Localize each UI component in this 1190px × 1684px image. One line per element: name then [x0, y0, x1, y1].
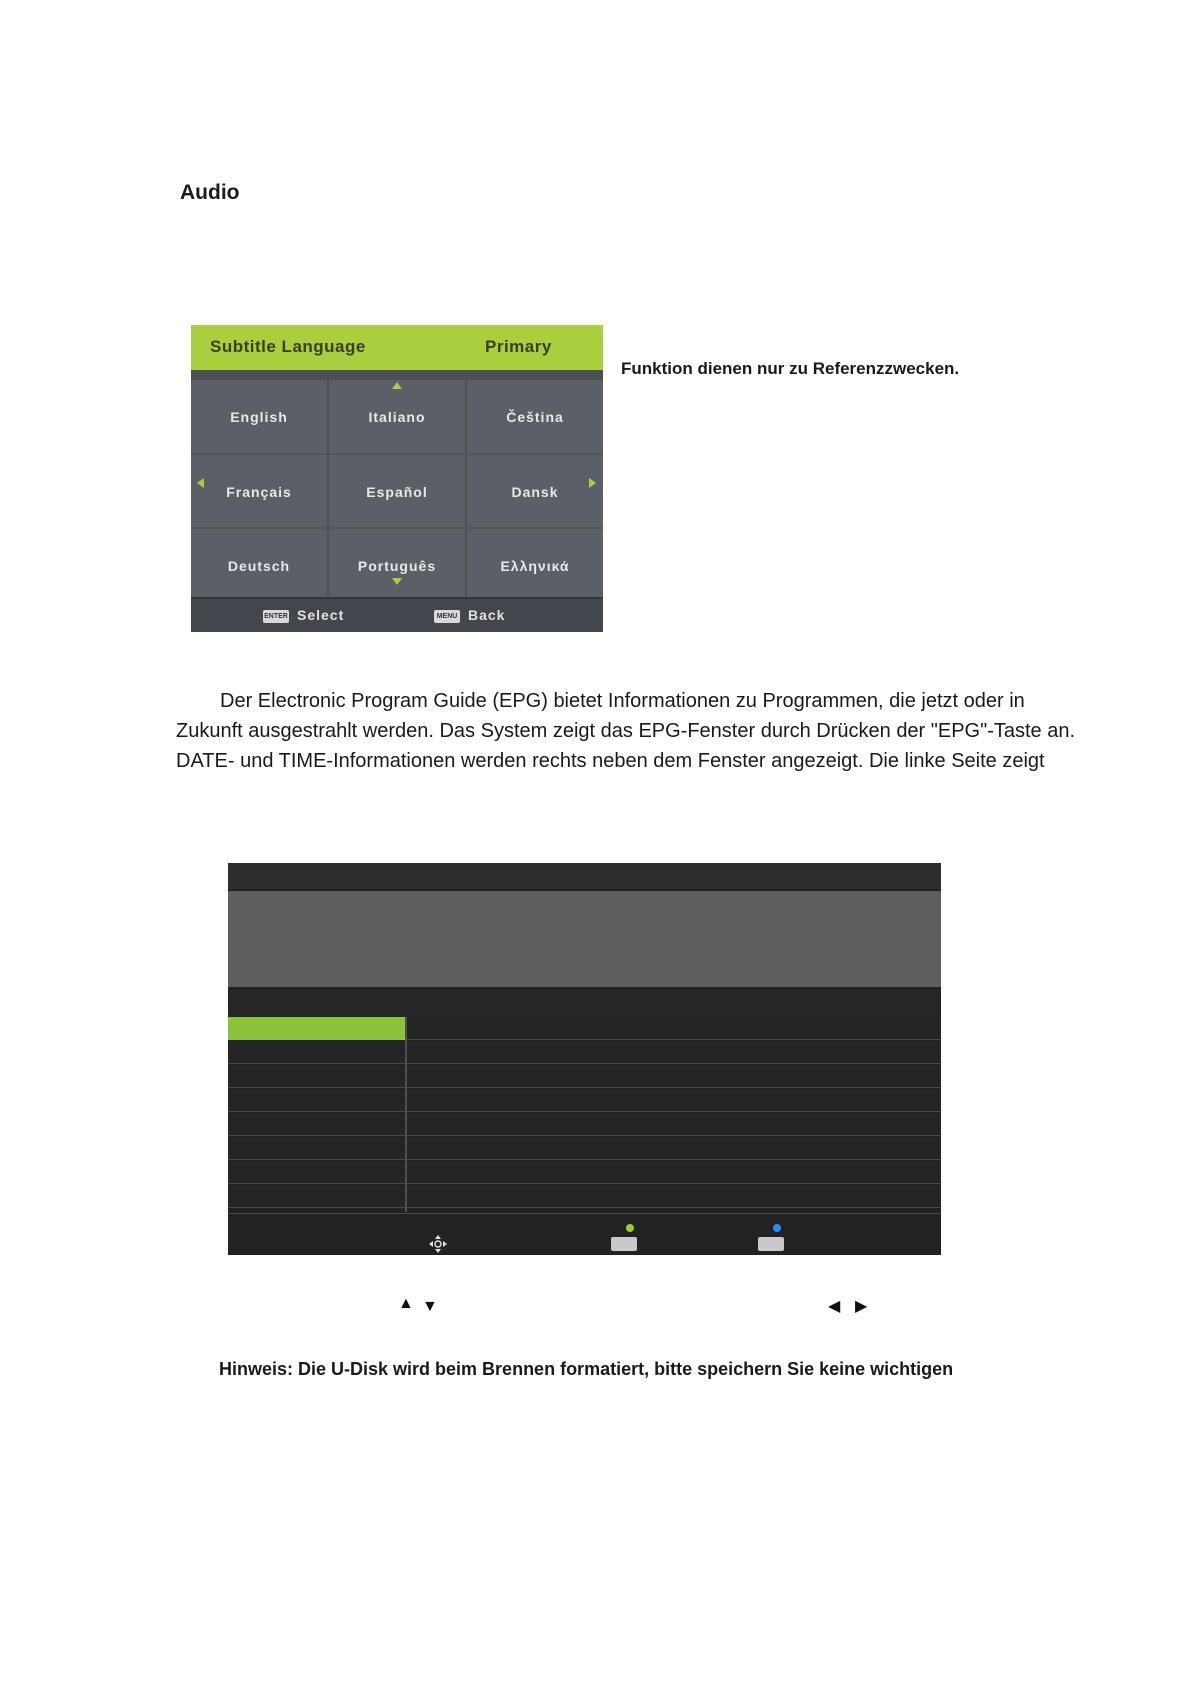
- epg-footer: [228, 1213, 941, 1255]
- blue-key-indicator-icon: [773, 1224, 781, 1232]
- down-arrow-icon: ▼: [422, 1298, 438, 1315]
- epg-date-bar: [228, 990, 941, 1017]
- subtitle-panel-header: [191, 325, 603, 370]
- scroll-down-icon[interactable]: [392, 578, 402, 585]
- up-arrow-icon: ▲: [398, 1295, 414, 1312]
- language-grid: [191, 380, 603, 602]
- epg-description: [176, 686, 1096, 776]
- epg-selected-channel[interactable]: [228, 1017, 405, 1040]
- language-option[interactable]: Čeština: [506, 408, 564, 425]
- language-option[interactable]: Español: [366, 483, 428, 500]
- back-hint[interactable]: Back: [468, 607, 506, 623]
- select-hint[interactable]: Select: [297, 607, 345, 623]
- epg-row[interactable]: [228, 1017, 941, 1040]
- epg-info-area: [228, 891, 941, 987]
- language-option[interactable]: Ελληνικά: [500, 557, 570, 574]
- subtitle-panel-footer: [191, 597, 603, 632]
- epg-row[interactable]: [228, 1113, 941, 1136]
- paragraph-line: Zukunft ausgestrahlt werden. Das System zeigt das EPG-Fenster durch Drücken der "EPG"-Taste an.: [176, 720, 1076, 742]
- blue-function-button[interactable]: [758, 1237, 784, 1251]
- epg-title-bar: [228, 863, 941, 889]
- subtitle-language-panel: [191, 325, 603, 632]
- right-arrow-icon: ▶: [855, 1298, 868, 1315]
- paragraph-line: Der Electronic Program Guide (EPG) bietet Informationen zu Programmen, die jetzt oder in: [220, 690, 1025, 712]
- green-function-button[interactable]: [611, 1237, 637, 1251]
- page-right-icon[interactable]: [589, 478, 596, 488]
- page-left-icon[interactable]: [197, 478, 204, 488]
- paragraph-line: DATE- und TIME-Informationen werden rechts neben dem Fenster angezeigt. Die linke Seite zeigt: [176, 750, 1045, 772]
- language-option[interactable]: Italiano: [368, 408, 426, 425]
- epg-row[interactable]: [228, 1089, 941, 1112]
- enter-key-icon: ENTER: [263, 610, 289, 623]
- language-option[interactable]: English: [230, 408, 288, 425]
- section-heading-audio: Audio: [180, 181, 240, 204]
- subtitle-panel-title: Subtitle Language: [210, 337, 366, 356]
- menu-key-icon: MENU: [434, 610, 460, 623]
- green-key-indicator-icon: [626, 1224, 634, 1232]
- epg-row[interactable]: [228, 1041, 941, 1064]
- subtitle-panel-mode: Primary: [485, 337, 552, 356]
- reference-note: Funktion dienen nur zu Referenzzwecken.: [621, 359, 960, 378]
- language-option[interactable]: Português: [357, 557, 437, 574]
- language-option[interactable]: Français: [226, 483, 292, 500]
- language-option[interactable]: Deutsch: [227, 557, 291, 574]
- language-option[interactable]: Dansk: [511, 483, 559, 500]
- left-arrow-icon: ◀: [828, 1298, 841, 1315]
- epg-row[interactable]: [228, 1161, 941, 1184]
- epg-row[interactable]: [228, 1137, 941, 1160]
- usb-hint: Hinweis: Die U-Disk wird beim Brennen formatiert, bitte speichern Sie keine wichtigen: [219, 1359, 954, 1379]
- epg-row[interactable]: [228, 1065, 941, 1088]
- epg-row[interactable]: [228, 1185, 941, 1208]
- navigate-icon: [428, 1234, 448, 1254]
- epg-window: [228, 863, 941, 1255]
